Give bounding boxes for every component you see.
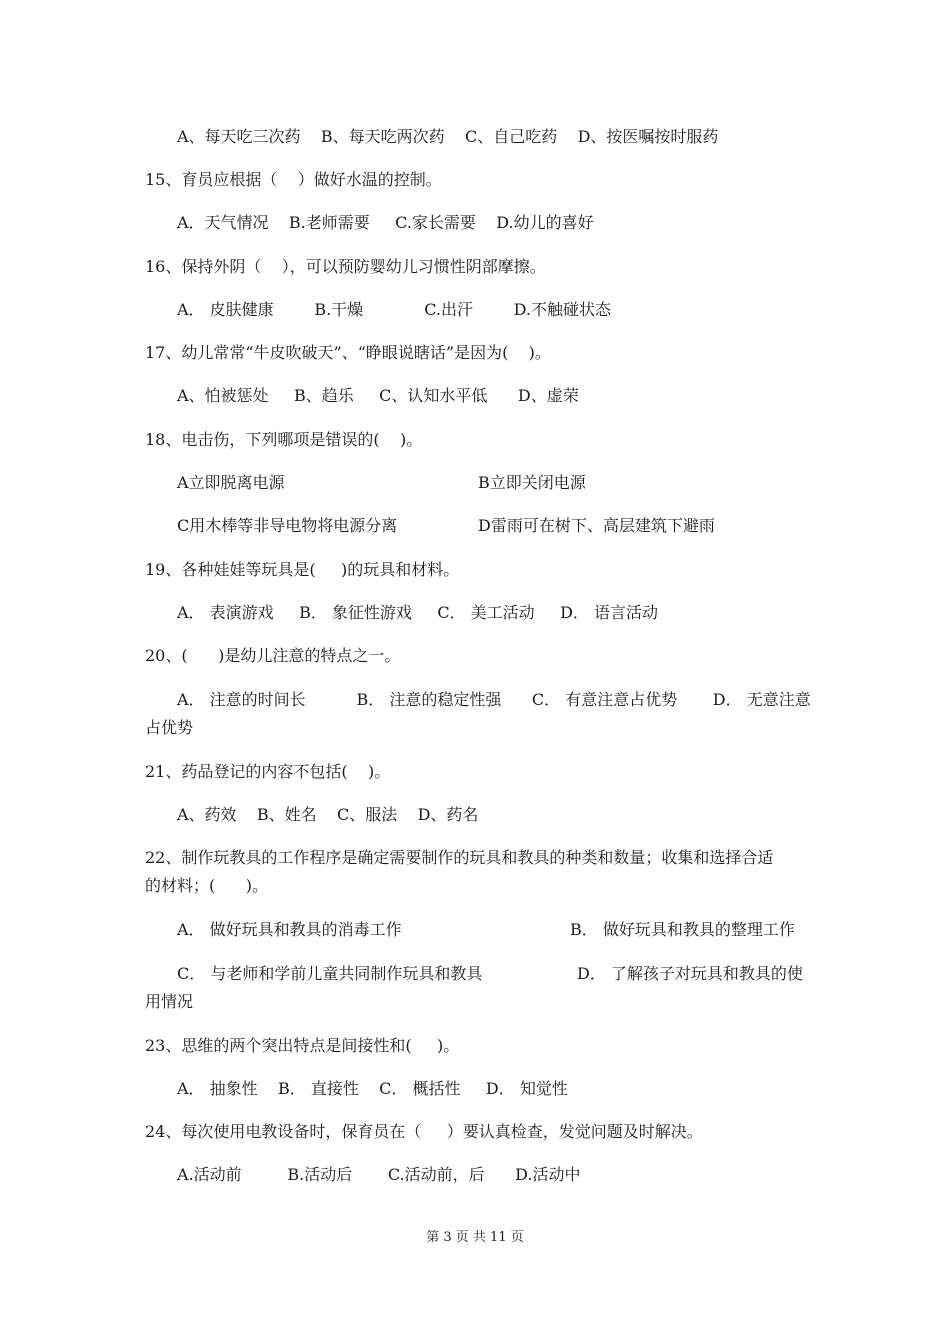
q17-options: A、怕被惩处 B、趋乐 C、认知水平低 D、虚荣 bbox=[177, 386, 579, 405]
question-16: 16、保持外阴（ ），可以预防婴幼儿习惯性阴部摩擦。 bbox=[145, 257, 546, 276]
q22-option-b: B． 做好玩具和教具的整理工作 bbox=[570, 920, 795, 939]
question-20: 20、( )是幼儿注意的特点之一。 bbox=[145, 646, 401, 665]
q18-option-a: A立即脱离电源 bbox=[177, 473, 285, 492]
q16-options: A． 皮肤健康 B.干燥 C.出汗 D.不触碰状态 bbox=[177, 300, 611, 319]
q20-options-continued: 占优势 bbox=[145, 718, 194, 737]
q18-option-c: C用木棒等非导电物将电源分离 bbox=[177, 516, 398, 535]
q24-options: A.活动前 B.活动后 C.活动前，后 D.活动中 bbox=[177, 1165, 581, 1184]
q15-options: A．天气情况 B.老师需要 C.家长需要 D.幼儿的喜好 bbox=[177, 213, 594, 232]
q22-option-d-continued: 用情况 bbox=[145, 992, 194, 1011]
q19-options: A． 表演游戏 B． 象征性游戏 C． 美工活动 D． 语言活动 bbox=[177, 603, 659, 622]
q14-options: A、每天吃三次药 B、每天吃两次药 C、自己吃药 D、按医嘱按时服药 bbox=[177, 127, 719, 146]
question-23: 23、思维的两个突出特点是间接性和( )。 bbox=[145, 1036, 460, 1055]
q23-options: A． 抽象性 B． 直接性 C． 概括性 D． 知觉性 bbox=[177, 1079, 568, 1098]
question-22: 22、制作玩教具的工作程序是确定需要制作的玩具和教具的种类和数量；收集和选择合适 bbox=[145, 848, 774, 867]
q18-option-d: D雷雨可在树下、高层建筑下避雨 bbox=[478, 516, 715, 535]
question-21: 21、药品登记的内容不包括( )。 bbox=[145, 762, 391, 781]
question-19: 19、各种娃娃等玩具是( )的玩具和材料。 bbox=[145, 560, 460, 579]
question-15: 15、育员应根据（ ）做好水温的控制。 bbox=[145, 170, 442, 189]
q22-option-a: A． 做好玩具和教具的消毒工作 bbox=[177, 920, 402, 939]
q21-options: A、药效 B、姓名 C、服法 D、药名 bbox=[177, 805, 479, 824]
q20-options: A． 注意的时间长 B． 注意的稳定性强 C． 有意注意占优势 D． 无意注意 bbox=[177, 690, 811, 709]
q22-option-d: D． 了解孩子对玩具和教具的使 bbox=[577, 964, 803, 983]
page-number-footer: 第 3 页 共 11 页 bbox=[426, 1230, 524, 1245]
question-18: 18、电击伤，下列哪项是错误的( )。 bbox=[145, 430, 423, 449]
q18-option-b: B立即关闭电源 bbox=[478, 473, 586, 492]
question-22-continued: 的材料；( )。 bbox=[145, 876, 269, 895]
q22-option-c: C． 与老师和学前儿童共同制作玩具和教具 bbox=[177, 964, 483, 983]
question-24: 24、每次使用电教设备时，保育员在（ ）要认真检查，发觉问题及时解决。 bbox=[145, 1122, 703, 1141]
question-17: 17、幼儿常常“牛皮吹破天”、“睁眼说瞎话”是因为( )。 bbox=[145, 343, 551, 362]
